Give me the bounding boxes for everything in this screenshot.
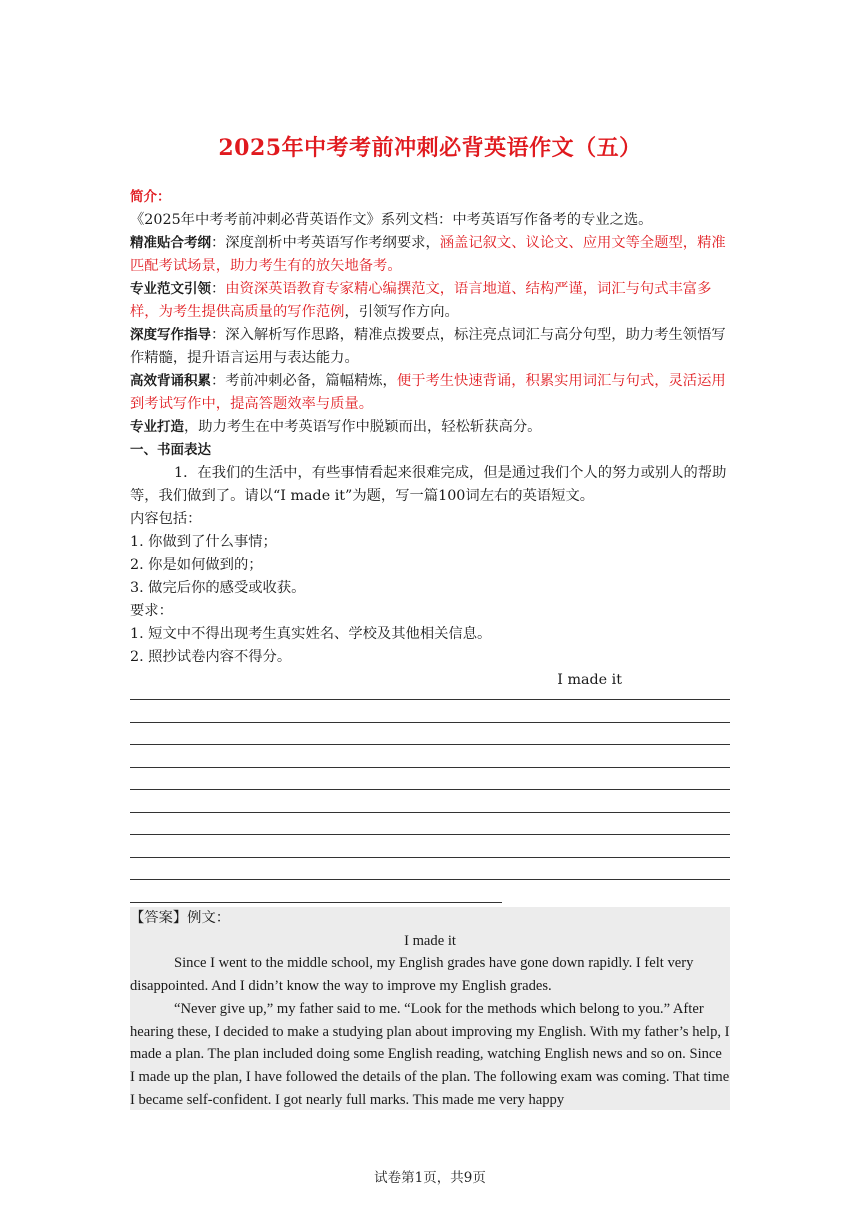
point-highlight: 便于考生快速背诵，积累实用词汇与句式，灵活运用到考试写作中，提高答题效率与质量。 [130,373,726,412]
answer-block [130,907,730,1110]
content-label: 内容包括： [130,511,202,527]
writing-line[interactable] [130,902,502,903]
writing-line[interactable] [130,812,730,813]
answer-paragraph: “Never give up,” my father said to me. “Look for the methods which belong to you.” After hearing these, I decided to make a studying plan about improving my English. With my father’s help, I made a plan. The plan included doing some English reading, watching English news and so on. Since I made up the plan, I have followed the details of the plan. The following exam was coming. That time I became self-confident. I got nearly full marks. This made me very happy [130,1000,730,1108]
writing-line[interactable] [130,744,730,745]
point-text: ：深度剖析中考英语写作考纲要求， [211,235,440,251]
content-item: 1. 你做到了什么事情； [130,534,277,550]
intro-heading: 简介： [130,189,171,205]
point-highlight: 由资深英语教育专家精心编撰范文，语言地道、结构严谨，词汇与句式丰富多样，为考生提供高质量的写作范例 [130,281,712,320]
writing-line[interactable] [130,879,730,880]
question-prompt: 1．在我们的生活中，有些事情看起来很难完成，但是通过我们个人的努力或别人的帮助等，我们做到了。请以“I made it”为题，写一篇100词左右的英语短文。 [130,465,727,504]
point-text: ：考前冲刺必备，篇幅精炼， [211,373,397,389]
answer-label: 【答案】例文： [130,910,231,926]
writing-line[interactable] [130,834,730,835]
writing-line[interactable] [130,767,730,768]
point-label: 深度写作指导 [130,327,211,343]
content-item: 2. 你是如何做到的； [130,557,263,573]
intro-point-guidance [130,324,730,370]
requirement-item: 2. 照抄试卷内容不得分。 [130,649,292,665]
requirements-label: 要求： [130,603,173,619]
writing-line[interactable] [130,789,730,790]
writing-line[interactable] [130,722,730,723]
writing-line[interactable] [130,857,730,858]
point-highlight: 涵盖记叙文、议论文、应用文等全题型，精准匹配考试场景，助力考生有的放矢地备考。 [130,235,726,274]
essay-title: I made it [557,672,622,688]
content-item: 3. 做完后你的感受或收获。 [130,580,306,596]
point-label: 高效背诵积累 [130,373,211,389]
point-label: 专业范文引领 [130,281,211,297]
requirement-item: 1. 短文中不得出现考生真实姓名、学校及其他相关信息。 [130,626,492,642]
answer-title: I made it [404,932,456,949]
page-footer: 试卷第1页，共9页 [374,1170,486,1186]
point-text: ，助力考生在中考英语写作中脱颖而出，轻松斩获高分。 [184,419,542,435]
point-text: ，引领写作方向。 [344,304,459,320]
intro-point-professional [130,416,730,439]
intro-point-recitation [130,370,730,416]
point-text: ：深入解析写作思路，精准点拨要点，标注亮点词汇与高分句型，助力考生领悟写作精髓，提升语言运用与表达能力。 [130,327,726,366]
intro-point-essays [130,278,730,324]
intro-line: 《2025年中考考前冲刺必背英语作文》系列文档：中考英语写作备考的专业之选。 [130,212,653,228]
document-title: 2025年中考考前冲刺必背英语作文（五） [218,135,642,161]
point-label: 专业打造 [130,419,184,435]
point-colon: ： [211,281,226,297]
section-heading: 一、书面表达 [130,442,211,458]
answer-paragraph: Since I went to the middle school, my English grades have gone down rapidly. I felt very disappointed. And I didn’t know the way to improve my English grades. [130,955,694,995]
writing-lines[interactable] [130,699,730,924]
intro-point-exam [130,232,730,278]
writing-line[interactable] [130,699,730,700]
intro-block [130,186,730,692]
point-label: 精准贴合考纲 [130,235,211,251]
